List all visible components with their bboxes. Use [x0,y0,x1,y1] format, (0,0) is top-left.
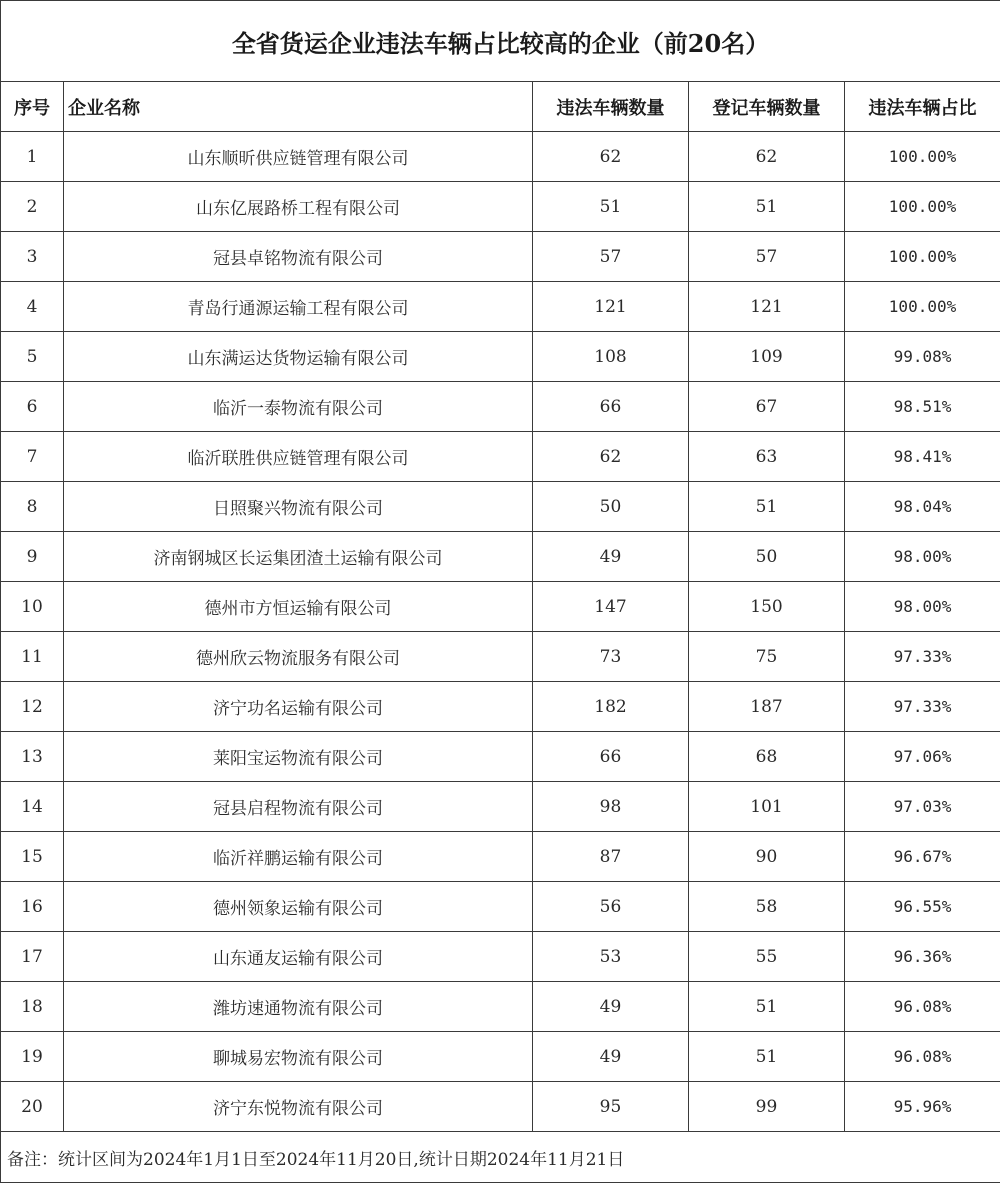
table-row [1,782,1000,832]
cell-violation-ratio: 97.33% [845,632,1000,682]
header-row [1,82,1000,132]
cell-company: 德州领象运输有限公司 [64,882,533,932]
cell-violation-count: 49 [533,532,689,582]
cell-company: 山东顺昕供应链管理有限公司 [64,132,533,182]
title-row [1,1,1000,82]
cell-violation-count: 66 [533,382,689,432]
cell-violation-count: 182 [533,682,689,732]
table-row [1,482,1000,532]
cell-registered-count: 55 [689,932,845,982]
cell-registered-count: 51 [689,182,845,232]
cell-company: 潍坊速通物流有限公司 [64,982,533,1032]
cell-violation-ratio: 98.04% [845,482,1000,532]
cell-violation-ratio: 99.08% [845,332,1000,382]
cell-registered-count: 50 [689,532,845,582]
cell-index: 16 [1,882,64,932]
table-row [1,532,1000,582]
cell-registered-count: 187 [689,682,845,732]
table-row [1,682,1000,732]
table-row [1,332,1000,382]
cell-company: 济宁功名运输有限公司 [64,682,533,732]
cell-violation-count: 87 [533,832,689,882]
cell-registered-count: 51 [689,982,845,1032]
cell-company: 济南钢城区长运集团渣土运输有限公司 [64,532,533,582]
cell-company: 冠县卓铭物流有限公司 [64,232,533,282]
cell-index: 3 [1,232,64,282]
cell-violation-ratio: 100.00% [845,232,1000,282]
cell-index: 6 [1,382,64,432]
header-violation-ratio: 违法车辆占比 [845,82,1000,132]
cell-registered-count: 150 [689,582,845,632]
cell-index: 19 [1,1032,64,1082]
cell-index: 14 [1,782,64,832]
cell-company: 聊城易宏物流有限公司 [64,1032,533,1082]
cell-registered-count: 51 [689,1032,845,1082]
table-title: 全省货运企业违法车辆占比较高的企业（前20名） [1,1,1000,82]
cell-violation-ratio: 98.00% [845,532,1000,582]
cell-violation-count: 56 [533,882,689,932]
cell-violation-count: 49 [533,982,689,1032]
cell-violation-ratio: 98.41% [845,432,1000,482]
cell-registered-count: 57 [689,232,845,282]
table-row [1,982,1000,1032]
cell-violation-ratio: 96.67% [845,832,1000,882]
cell-company: 日照聚兴物流有限公司 [64,482,533,532]
cell-registered-count: 68 [689,732,845,782]
cell-index: 1 [1,132,64,182]
cell-registered-count: 121 [689,282,845,332]
cell-violation-ratio: 96.08% [845,1032,1000,1082]
cell-violation-ratio: 96.08% [845,982,1000,1032]
cell-registered-count: 75 [689,632,845,682]
cell-violation-ratio: 100.00% [845,182,1000,232]
cell-company: 山东满运达货物运输有限公司 [64,332,533,382]
cell-violation-count: 121 [533,282,689,332]
table-row [1,582,1000,632]
table-row [1,382,1000,432]
cell-index: 5 [1,332,64,382]
cell-registered-count: 99 [689,1082,845,1132]
table-note: 备注：统计区间为2024年1月1日至2024年11月20日,统计日期2024年11月21日 [1,1132,1000,1183]
table-row [1,282,1000,332]
cell-company: 临沂祥鹏运输有限公司 [64,832,533,882]
cell-company: 临沂一泰物流有限公司 [64,382,533,432]
cell-violation-count: 62 [533,432,689,482]
header-registered-count: 登记车辆数量 [689,82,845,132]
cell-violation-count: 62 [533,132,689,182]
table-row [1,1082,1000,1132]
cell-violation-ratio: 97.03% [845,782,1000,832]
cell-violation-count: 95 [533,1082,689,1132]
cell-registered-count: 101 [689,782,845,832]
cell-company: 青岛行通源运输工程有限公司 [64,282,533,332]
table-row [1,732,1000,782]
cell-violation-count: 73 [533,632,689,682]
cell-company: 山东亿展路桥工程有限公司 [64,182,533,232]
cell-violation-ratio: 98.51% [845,382,1000,432]
cell-violation-ratio: 96.55% [845,882,1000,932]
table-row [1,882,1000,932]
cell-violation-count: 53 [533,932,689,982]
cell-company: 山东通友运输有限公司 [64,932,533,982]
cell-company: 临沂联胜供应链管理有限公司 [64,432,533,482]
cell-violation-count: 57 [533,232,689,282]
cell-index: 15 [1,832,64,882]
cell-company: 德州欣云物流服务有限公司 [64,632,533,682]
cell-index: 13 [1,732,64,782]
cell-index: 11 [1,632,64,682]
cell-company: 莱阳宝运物流有限公司 [64,732,533,782]
cell-index: 2 [1,182,64,232]
cell-violation-count: 51 [533,182,689,232]
cell-registered-count: 109 [689,332,845,382]
cell-violation-count: 147 [533,582,689,632]
cell-registered-count: 90 [689,832,845,882]
cell-violation-count: 108 [533,332,689,382]
header-violation-count: 违法车辆数量 [533,82,689,132]
table-row [1,232,1000,282]
cell-index: 18 [1,982,64,1032]
cell-registered-count: 62 [689,132,845,182]
cell-index: 12 [1,682,64,732]
cell-index: 8 [1,482,64,532]
cell-violation-count: 98 [533,782,689,832]
cell-company: 济宁东悦物流有限公司 [64,1082,533,1132]
table-row [1,132,1000,182]
cell-index: 20 [1,1082,64,1132]
table-row [1,182,1000,232]
header-index: 序号 [1,82,64,132]
cell-violation-count: 50 [533,482,689,532]
cell-violation-ratio: 100.00% [845,132,1000,182]
cell-index: 17 [1,932,64,982]
cell-registered-count: 51 [689,482,845,532]
table-row [1,932,1000,982]
cell-violation-ratio: 98.00% [845,582,1000,632]
cell-violation-ratio: 100.00% [845,282,1000,332]
cell-company: 德州市方恒运输有限公司 [64,582,533,632]
cell-violation-ratio: 95.96% [845,1082,1000,1132]
cell-index: 4 [1,282,64,332]
cell-registered-count: 63 [689,432,845,482]
table-row [1,832,1000,882]
cell-violation-ratio: 97.06% [845,732,1000,782]
cell-registered-count: 58 [689,882,845,932]
cell-company: 冠县启程物流有限公司 [64,782,533,832]
cell-violation-count: 49 [533,1032,689,1082]
cell-violation-count: 66 [533,732,689,782]
note-row [1,1132,1000,1183]
cell-index: 9 [1,532,64,582]
table-row [1,632,1000,682]
cell-violation-ratio: 96.36% [845,932,1000,982]
table-row [1,432,1000,482]
table-row [1,1032,1000,1082]
cell-index: 7 [1,432,64,482]
cell-registered-count: 67 [689,382,845,432]
header-company: 企业名称 [64,82,533,132]
cell-violation-ratio: 97.33% [845,682,1000,732]
cell-index: 10 [1,582,64,632]
